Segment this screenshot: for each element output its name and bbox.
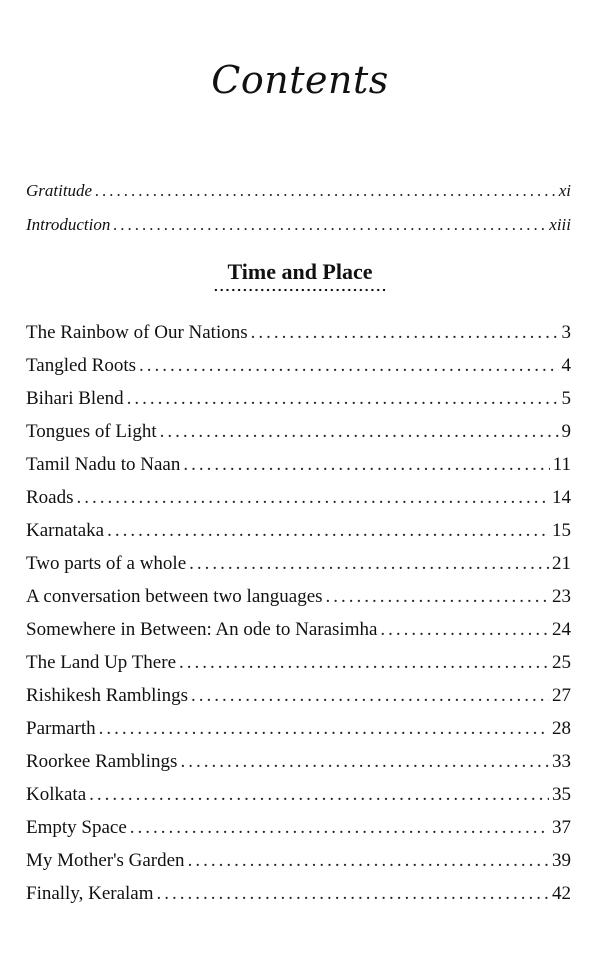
toc-entry-label: Roads (26, 487, 74, 508)
toc-entry[interactable] (26, 584, 571, 610)
toc-entry-label: Parmarth (26, 718, 96, 739)
toc-entry[interactable] (26, 683, 571, 709)
toc-entry-label: Tangled Roots (26, 355, 137, 376)
toc-page-number: 23 (552, 586, 571, 607)
toc-page-number: 39 (552, 850, 571, 871)
toc-entry[interactable] (26, 716, 571, 742)
toc-entry-label: Introduction (26, 215, 111, 234)
toc-page-number: 3 (561, 322, 571, 343)
toc-entry-label: The Land Up There (26, 652, 177, 673)
section-heading: Time and Place (227, 259, 373, 284)
toc-entry[interactable] (26, 320, 571, 346)
dot-leader (188, 848, 549, 874)
dot-leader (113, 212, 546, 238)
toc-entry[interactable] (26, 452, 571, 478)
toc-page-number: xi (558, 181, 571, 200)
toc-page-number: 33 (552, 751, 571, 772)
toc-entry-label: Two parts of a whole (26, 553, 187, 574)
toc-page-number: 11 (552, 454, 571, 475)
toc-entry-label: Gratitude (26, 181, 93, 200)
dot-leader (77, 485, 550, 511)
toc-page-number: 15 (552, 520, 571, 541)
toc-entry-label: Karnataka (26, 520, 105, 541)
dot-leader (127, 386, 559, 412)
toc-entry-label: Rishikesh Ramblings (26, 685, 189, 706)
dot-leader (380, 617, 549, 643)
dot-leader (130, 815, 549, 841)
toc-entry-label: Empty Space (26, 817, 127, 838)
toc-page-number: 14 (552, 487, 571, 508)
dot-leader (189, 551, 549, 577)
toc-entry[interactable] (26, 518, 571, 544)
toc-entry[interactable] (26, 419, 571, 445)
toc-page-number: 21 (552, 553, 571, 574)
toc-entry-label: A conversation between two languages (26, 586, 323, 607)
toc-entry-label: Somewhere in Between: An ode to Narasimha (26, 619, 378, 640)
toc-entry[interactable] (26, 386, 571, 412)
toc-page-number: 24 (552, 619, 571, 640)
toc-entry-label: Tongues of Light (26, 421, 157, 442)
toc-entry[interactable] (26, 617, 571, 643)
dot-leader (157, 881, 549, 907)
toc-entry[interactable] (26, 353, 571, 379)
section-underline-dots (213, 288, 387, 292)
toc-page-number: 9 (561, 421, 571, 442)
toc-page-number: 42 (552, 883, 571, 904)
toc-entry[interactable] (26, 551, 571, 577)
toc-entry[interactable] (26, 848, 571, 874)
toc-entry-label: Bihari Blend (26, 388, 124, 409)
dot-leader (107, 518, 549, 544)
dot-leader (326, 584, 549, 610)
toc-entry-label: Kolkata (26, 784, 87, 805)
toc-entry[interactable] (26, 815, 571, 841)
dot-leader (95, 178, 556, 204)
toc-entry-label: The Rainbow of Our Nations (26, 322, 248, 343)
toc-page-number: 27 (552, 685, 571, 706)
dot-leader (251, 320, 559, 346)
dot-leader (99, 716, 549, 742)
toc-entry-label: My Mother's Garden (26, 850, 185, 871)
toc-entry[interactable] (26, 485, 571, 511)
dot-leader (160, 419, 559, 445)
toc-entry[interactable] (26, 782, 571, 808)
dot-leader (191, 683, 549, 709)
toc-entry-gratitude[interactable] (26, 178, 571, 204)
page-title: Contents (211, 58, 389, 102)
toc-entry[interactable] (26, 881, 571, 907)
toc-page-number: xiii (549, 215, 571, 234)
toc-page-number: 37 (552, 817, 571, 838)
toc-page-number: 25 (552, 652, 571, 673)
dot-leader (139, 353, 558, 379)
toc-page-number: 4 (561, 355, 571, 376)
toc-entry-label: Tamil Nadu to Naan (26, 454, 181, 475)
toc-page-number: 5 (561, 388, 571, 409)
dot-leader (179, 650, 549, 676)
dot-leader (183, 452, 549, 478)
toc-entry-label: Finally, Keralam (26, 883, 154, 904)
toc-entry-label: Roorkee Ramblings (26, 751, 178, 772)
toc-page-number: 35 (552, 784, 571, 805)
toc-entry-introduction[interactable] (26, 212, 571, 238)
toc-entry[interactable] (26, 650, 571, 676)
dot-leader (89, 782, 549, 808)
toc-entry[interactable] (26, 749, 571, 775)
dot-leader (180, 749, 549, 775)
toc-page-number: 28 (552, 718, 571, 739)
